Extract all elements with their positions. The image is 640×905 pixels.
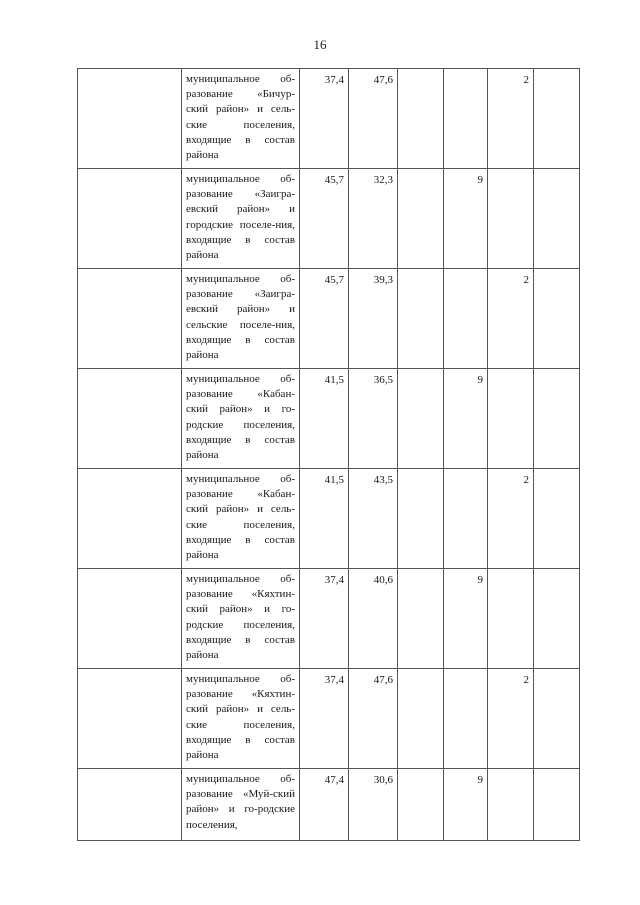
value-cell-5 [488,769,534,841]
value-5 [488,769,533,773]
value-3 [398,669,443,673]
municipality-name: муниципальное об-разование «Кяхтин-ский район» и сель-ские поселения, входящие в состав района [186,673,295,762]
value-4 [444,69,487,73]
value-cell-5 [488,669,534,769]
value-cell-4 [444,169,488,269]
value-cell-3 [398,269,444,369]
value-3 [398,69,443,73]
municipality-name-cell [182,569,300,669]
value-2: 43,5 [373,474,393,486]
municipality-name-cell [182,69,300,169]
value-cell-6 [534,269,580,369]
municipality-name: муниципальное об-разование «Заигра-евский район» и городские поселе-ния, входящие в состав района [186,173,295,262]
value-4: 9 [477,574,483,586]
value-3 [398,569,443,573]
value-2: 39,3 [373,274,393,286]
value-cell-2 [349,769,398,841]
value-1: 47,4 [324,774,344,786]
value-cell-3 [398,669,444,769]
empty-cell [78,569,182,669]
municipality-name-cell [182,769,300,841]
value-cell-6 [534,469,580,569]
value-cell-3 [398,69,444,169]
value-cell-4 [444,469,488,569]
table-row [78,369,580,469]
value-cell-1 [300,469,349,569]
value-6 [534,469,579,473]
empty-cell [78,769,182,841]
value-4: 9 [477,774,483,786]
value-cell-5 [488,69,534,169]
value-cell-3 [398,169,444,269]
value-4 [444,469,487,473]
value-5: 2 [523,74,529,86]
value-cell-1 [300,569,349,669]
value-cell-5 [488,169,534,269]
value-cell-6 [534,569,580,669]
value-3 [398,469,443,473]
empty-cell [78,269,182,369]
value-cell-1 [300,69,349,169]
value-cell-3 [398,469,444,569]
value-cell-5 [488,469,534,569]
value-2: 47,6 [373,674,393,686]
table-row [78,469,580,569]
value-cell-4 [444,669,488,769]
table-row [78,669,580,769]
value-1: 45,7 [324,174,344,186]
table-row [78,69,580,169]
value-cell-6 [534,169,580,269]
empty-cell [78,369,182,469]
value-6 [534,369,579,373]
table-row [78,569,580,669]
empty-cell [78,169,182,269]
table-row [78,269,580,369]
value-1: 41,5 [324,474,344,486]
value-cell-2 [349,369,398,469]
municipality-name-cell [182,269,300,369]
municipality-name: муниципальное об-разование «Бичур-ский район» и сель-ские поселения, входящие в состав района [186,73,295,162]
value-cell-4 [444,269,488,369]
value-6 [534,669,579,673]
value-cell-2 [349,269,398,369]
municipality-name: муниципальное об-разование «Кяхтин-ский район» и го-родские поселения, входящие в состав района [186,573,295,662]
value-4: 9 [477,174,483,186]
value-6 [534,269,579,273]
value-cell-2 [349,69,398,169]
value-cell-6 [534,369,580,469]
value-4: 9 [477,374,483,386]
value-5 [488,569,533,573]
value-2: 36,5 [373,374,393,386]
municipality-name: муниципальное об-разование «Кабан-ский район» и сель-ские поселения, входящие в состав района [186,473,295,562]
value-6 [534,69,579,73]
value-cell-1 [300,369,349,469]
value-4 [444,269,487,273]
value-cell-6 [534,769,580,841]
value-3 [398,269,443,273]
value-2: 32,3 [373,174,393,186]
value-1: 41,5 [324,374,344,386]
value-1: 37,4 [324,574,344,586]
value-2: 40,6 [373,574,393,586]
page-number: 16 [313,37,327,52]
municipality-name-cell [182,369,300,469]
value-cell-3 [398,369,444,469]
value-5 [488,169,533,173]
value-cell-5 [488,369,534,469]
value-cell-3 [398,769,444,841]
value-cell-1 [300,769,349,841]
municipality-name: муниципальное об-разование «Кабан-ский район» и го-родские поселения, входящие в состав района [186,373,295,462]
value-cell-4 [444,69,488,169]
value-cell-2 [349,569,398,669]
value-2: 47,6 [373,74,393,86]
empty-cell [78,469,182,569]
municipality-name-cell [182,669,300,769]
value-cell-5 [488,269,534,369]
value-cell-6 [534,69,580,169]
value-cell-2 [349,169,398,269]
value-cell-4 [444,569,488,669]
value-5: 2 [523,274,529,286]
data-table [77,68,580,841]
value-cell-6 [534,669,580,769]
value-6 [534,169,579,173]
value-4 [444,669,487,673]
value-5 [488,369,533,373]
value-3 [398,369,443,373]
value-6 [534,769,579,773]
value-cell-1 [300,669,349,769]
municipality-name-cell [182,169,300,269]
value-cell-2 [349,669,398,769]
value-cell-1 [300,169,349,269]
empty-cell [78,669,182,769]
value-1: 45,7 [324,274,344,286]
value-cell-2 [349,469,398,569]
value-1: 37,4 [324,674,344,686]
municipality-name: муниципальное об-разование «Заигра-евский район» и сельские поселе-ния, входящие в состав района [186,273,295,362]
value-5: 2 [523,674,529,686]
value-cell-3 [398,569,444,669]
empty-cell [78,69,182,169]
value-cell-5 [488,569,534,669]
value-3 [398,169,443,173]
value-5: 2 [523,474,529,486]
table-row [78,169,580,269]
value-2: 30,6 [373,774,393,786]
value-3 [398,769,443,773]
table-row [78,769,580,841]
value-cell-4 [444,769,488,841]
table-body [78,69,580,841]
value-1: 37,4 [324,74,344,86]
value-cell-4 [444,369,488,469]
value-cell-1 [300,269,349,369]
municipality-name-cell [182,469,300,569]
value-6 [534,569,579,573]
municipality-name: муниципальное об-разование «Муй-ский район» и го-родские поселения, [186,773,295,831]
